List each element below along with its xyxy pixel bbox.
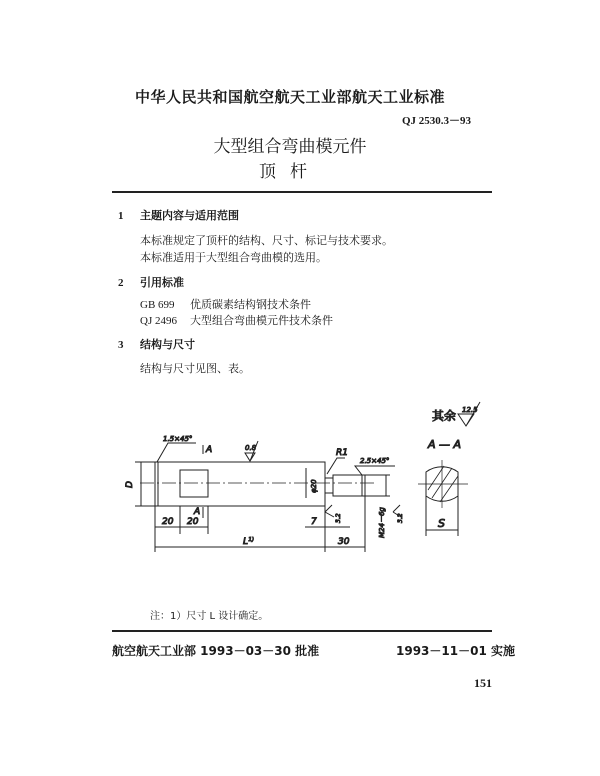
thread-label: M24－6g — [378, 507, 386, 538]
footer-divider — [112, 630, 492, 632]
dim-S: S — [438, 517, 445, 530]
dim-20-b: 20 — [187, 517, 199, 527]
document-subtitle: 顶杆 — [259, 162, 321, 182]
section-3-line: 结构与尺寸见图、表。 — [140, 362, 250, 375]
section-1-line: 本标准规定了顶杆的结构、尺寸、标记与技术要求。 — [140, 234, 393, 247]
section-a-a-view — [418, 460, 468, 536]
dim-L: L¹⁾ — [243, 537, 254, 547]
flat-window — [180, 470, 208, 497]
neck-diameter-label: φ20 — [310, 479, 318, 493]
roughness-thread-value: 3.2 — [397, 513, 404, 523]
section-mark-bottom: A — [194, 507, 201, 517]
chamfer-left-label: 1.5×45° — [163, 435, 193, 443]
section-3-heading: 3 结构与尺寸 — [118, 338, 195, 351]
dim-30: 30 — [338, 537, 350, 547]
footnote: 注：1）尺寸 L 设计确定。 — [150, 611, 269, 622]
section-mark-top: A — [206, 445, 213, 455]
section-1-heading: 1 主题内容与适用范围 — [118, 209, 239, 222]
dim-7: 7 — [311, 517, 317, 527]
issuing-organization: 中华人民共和国航空航天工业部航天工业标准 — [135, 88, 446, 106]
chamfer-right-label: 2.5×45° — [360, 457, 390, 465]
roughness-neck-value: 3.2 — [335, 513, 342, 523]
dim-20-a: 20 — [162, 517, 174, 527]
roughness-rest-label: 其余 — [432, 409, 457, 423]
roughness-rest-value: 12.5 — [462, 406, 478, 414]
section-2-heading: 2 引用标准 — [118, 276, 184, 289]
rod-side-view — [140, 462, 375, 506]
diameter-D-label: D — [125, 481, 135, 488]
roughness-top-value: 0.8 — [245, 444, 257, 452]
page-number: 151 — [474, 676, 492, 690]
effective-date: 1993－11－01 实施 — [396, 644, 515, 658]
radius-label: R1 — [336, 448, 348, 458]
approval-date: 航空航天工业部 1993－03－30 批准 — [112, 644, 320, 658]
document-title: 大型组合弯曲模元件 — [213, 137, 367, 157]
section-1-line: 本标准适用于大型组合弯曲模的选用。 — [140, 251, 327, 264]
standard-code: QJ 2530.3－93 — [402, 115, 472, 127]
reference-item: GB 699 优质碳素结构钢技术条件 — [140, 298, 311, 311]
section-view-label: A — A — [428, 438, 462, 451]
reference-item: QJ 2496 大型组合弯曲模元件技术条件 — [140, 314, 333, 327]
